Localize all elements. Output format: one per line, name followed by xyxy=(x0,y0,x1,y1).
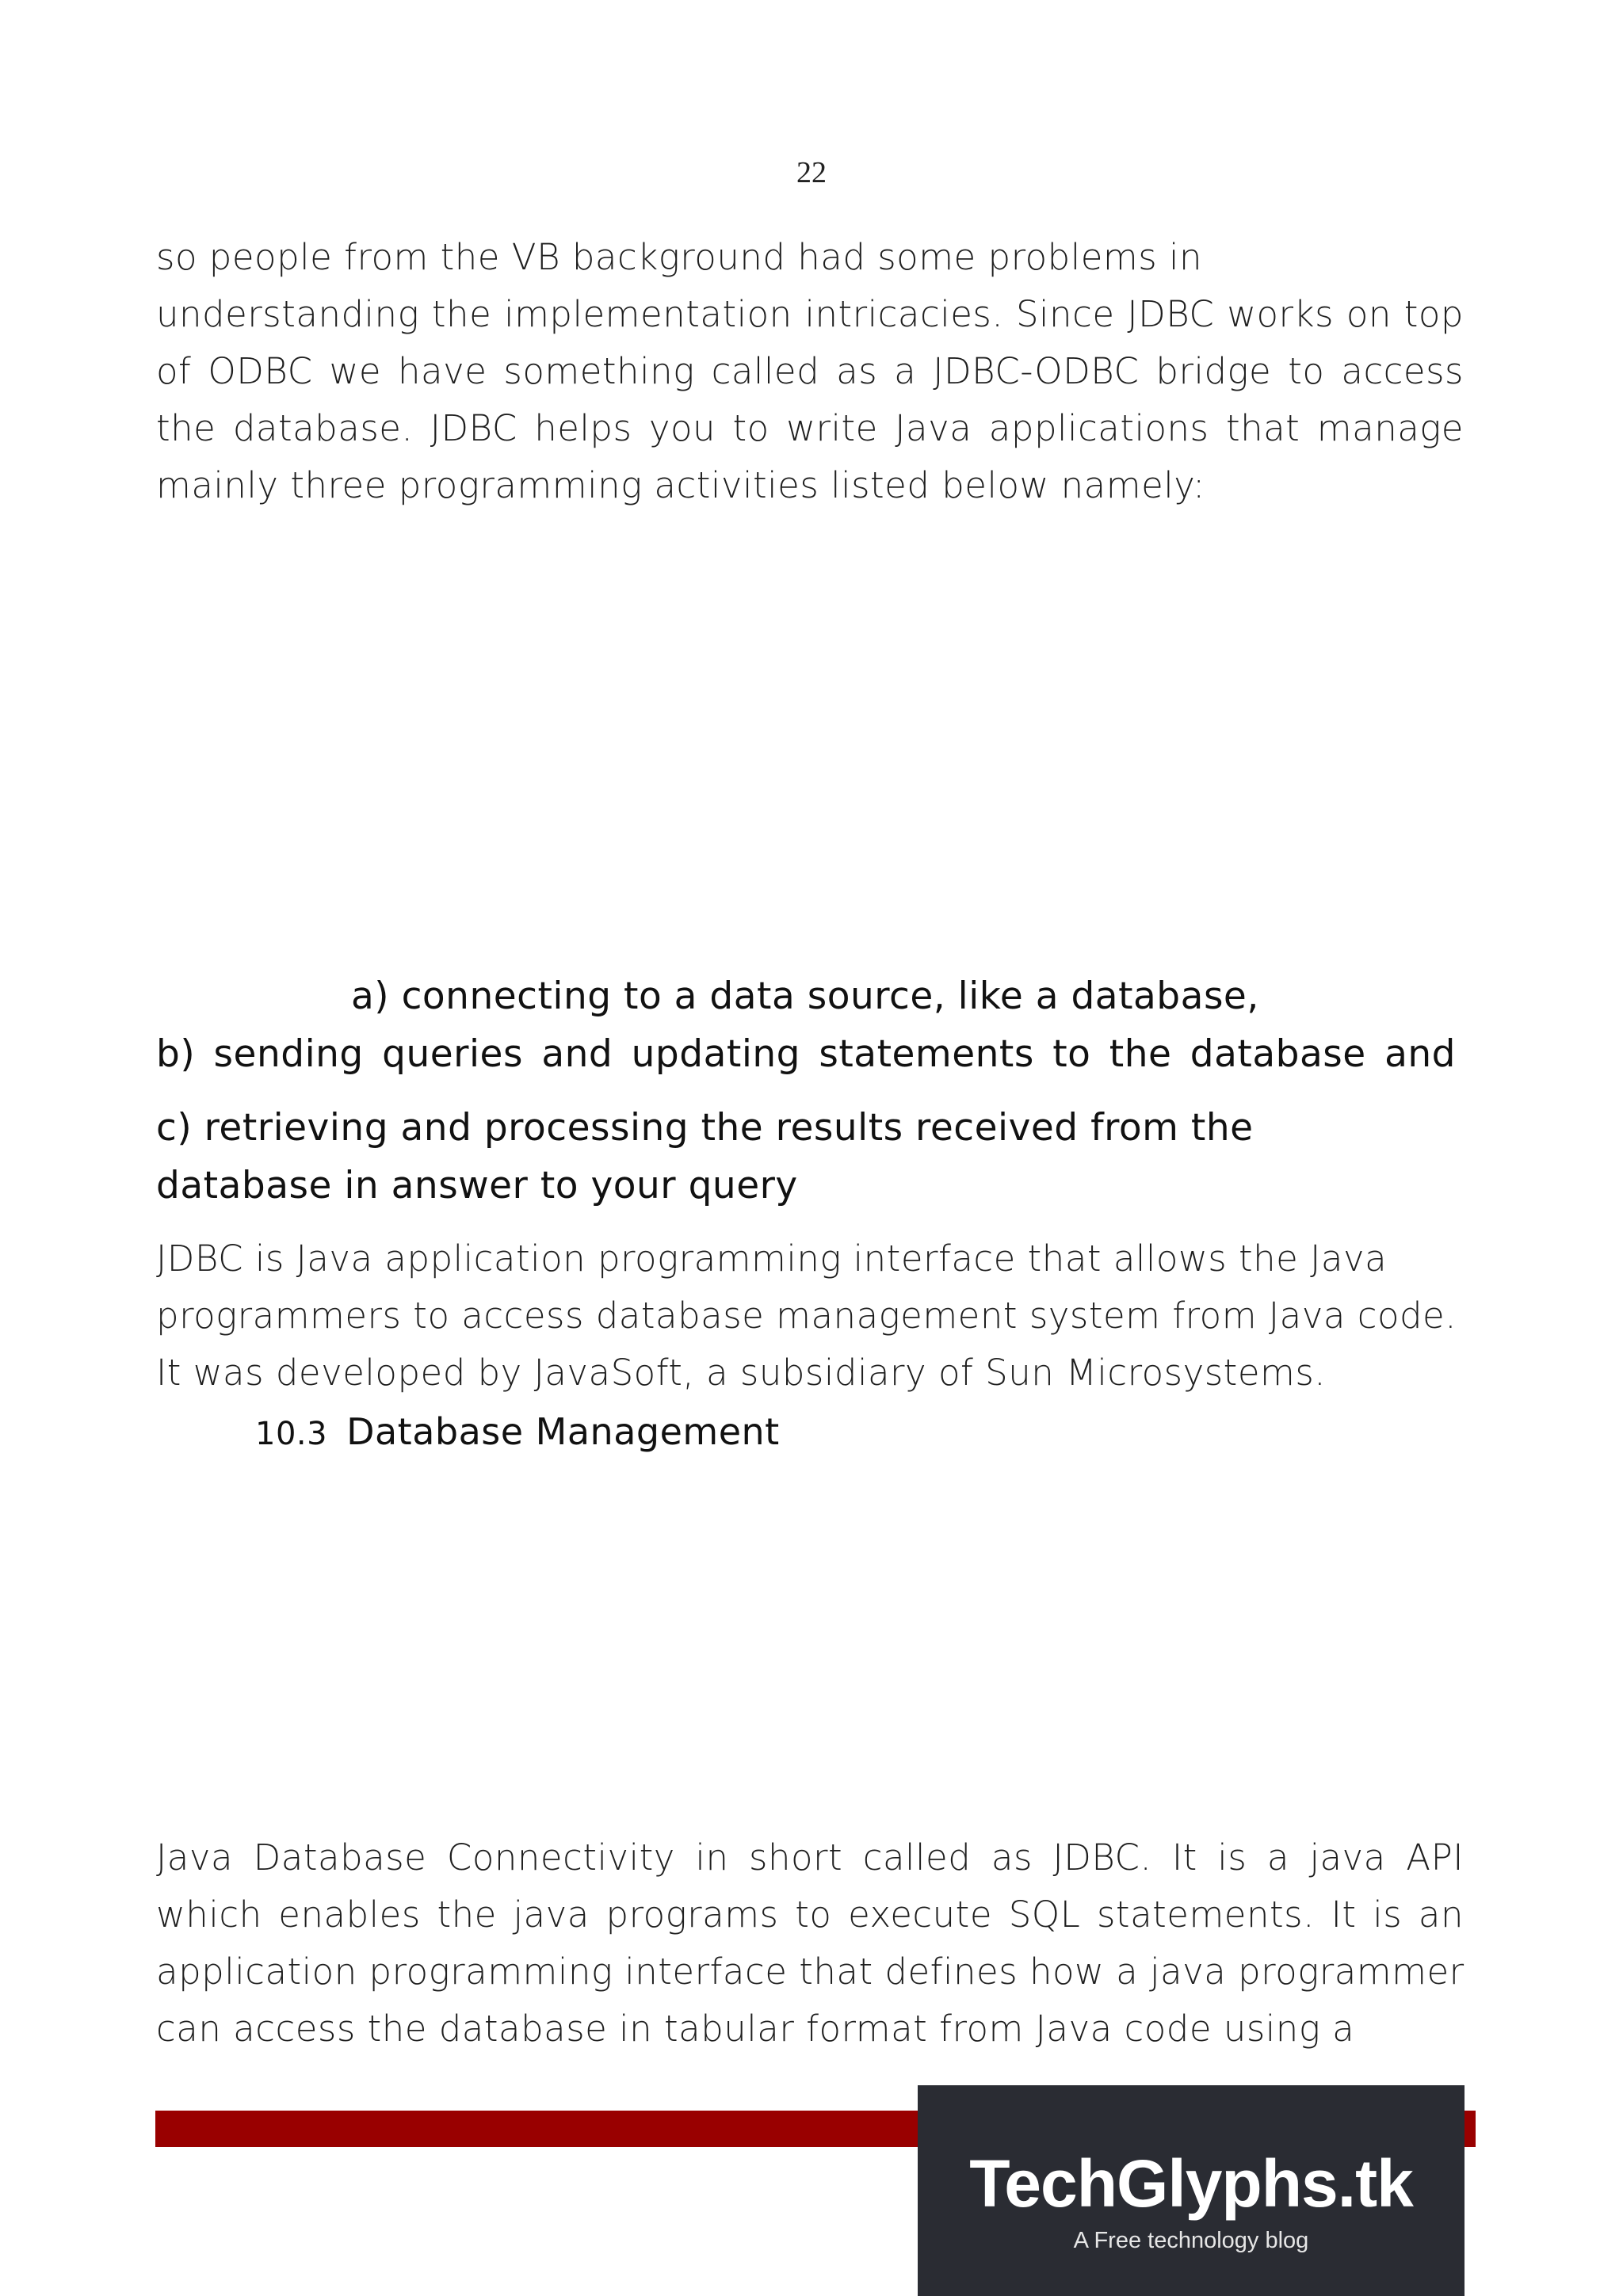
text-line: Java Database Connectivity in short called as JDBC. It is a java API xyxy=(156,1836,1464,1878)
text-line: the database. JDBC helps you to write Java applications that manage xyxy=(156,407,1464,449)
list-item-c: c) retrieving and processing the results received from the xyxy=(156,1106,1254,1150)
text-line: application programming interface that defines how a java programmer xyxy=(156,1951,1465,1993)
text-line: so people from the VB background had some problems in xyxy=(156,236,1202,278)
list-item-b: b) sending queries and updating statements to the database and xyxy=(156,1032,1456,1076)
techglyphs-logo xyxy=(918,2085,1465,2296)
section-title: Database Management xyxy=(346,1410,780,1453)
section-heading xyxy=(255,1410,780,1453)
text-line: can access the database in tabular format from Java code using a xyxy=(156,2008,1355,2050)
logo-subtitle: A Free technology blog xyxy=(1073,2228,1309,2253)
list-item-a: a) connecting to a data source, like a database, xyxy=(351,974,1259,1018)
text-line: programmers to access database management system from Java code. xyxy=(156,1295,1457,1337)
text-line: mainly three programming activities listed below namely: xyxy=(156,464,1205,506)
logo-title: TechGlyphs.tk xyxy=(969,2146,1413,2221)
page-number: 22 xyxy=(796,156,827,189)
list-item-c-continued: database in answer to your query xyxy=(156,1164,798,1207)
text-line: of ODBC we have something called as a JDBC-ODBC bridge to access xyxy=(156,350,1464,392)
section-number: 10.3 xyxy=(255,1416,328,1452)
text-line: JDBC is Java application programming interface that allows the Java xyxy=(156,1238,1388,1280)
text-line: which enables the java programs to execute SQL statements. It is an xyxy=(156,1894,1464,1936)
text-line: understanding the implementation intricacies. Since JDBC works on top xyxy=(156,293,1464,335)
text-line: It was developed by JavaSoft, a subsidiary of Sun Microsystems. xyxy=(156,1352,1327,1394)
